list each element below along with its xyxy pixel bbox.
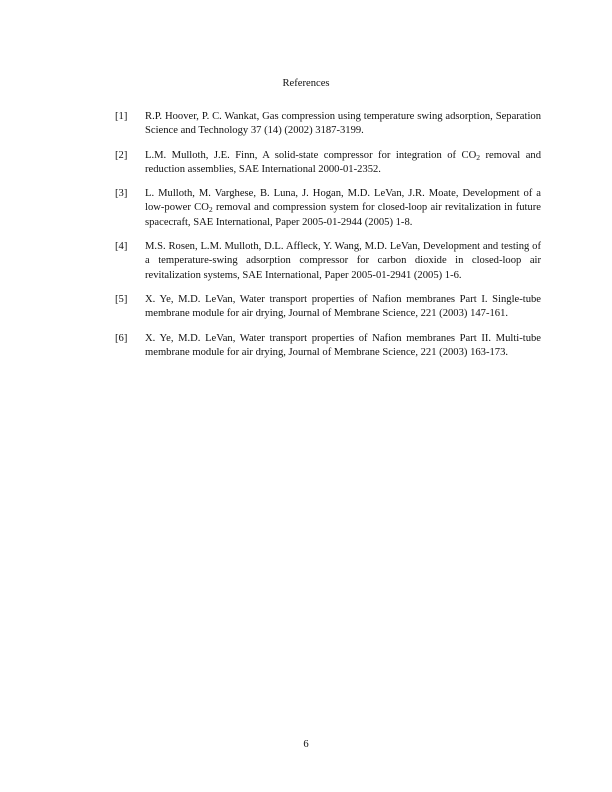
reference-text-part: L. Mulloth, M. Varghese, B. Luna, J. Hogan, M.D. LeVan, J.R. Moate, Development of a low-power CO xyxy=(145,188,541,214)
reference-item-6 xyxy=(115,332,541,361)
reference-number: [1] xyxy=(115,111,128,122)
reference-number: [4] xyxy=(115,241,128,253)
reference-text-part: removal and compression system for closed-loop air revitalization in future spacecraft, SAE International, Paper 2005-01-2944 (2005) 1-8. xyxy=(145,202,541,228)
reference-number: [3] xyxy=(115,188,128,200)
reference-number: [5] xyxy=(115,293,128,305)
reference-item-5 xyxy=(115,293,541,322)
reference-item-4 xyxy=(115,240,541,283)
reference-text: X. Ye, M.D. LeVan, Water transport properties of Nafion membranes Part II. Multi-tube membrane module for air drying, Journal of Membrane Science, 221 (2003) 163-173. xyxy=(145,332,541,358)
reference-list xyxy=(115,110,541,370)
reference-text-part: L.M. Mulloth, J.E. Finn, A solid-state compressor for integration of CO xyxy=(145,149,477,161)
reference-item-3 xyxy=(115,187,541,230)
reference-text xyxy=(145,150,541,175)
reference-text: R.P. Hoover, P. C. Wankat, Gas compression using temperature swing adsorption, Separation Science and Technology 37 (14) (2002) 3187-3199. xyxy=(145,111,541,137)
reference-item-1 xyxy=(115,110,541,139)
reference-number: [6] xyxy=(115,332,128,344)
reference-number: [2] xyxy=(115,149,128,161)
reference-text: M.S. Rosen, L.M. Mulloth, D.L. Affleck, Y. Wang, M.D. LeVan, Development and testing of a temperature-swing adsorption compressor for carbon dioxide in closed-loop air revitalization systems, SAE International, Paper 2005-01-2941 (2005) 1-6. xyxy=(145,241,541,281)
reference-text-part: removal and reduction assemblies, SAE International 2000-01-2352. xyxy=(145,149,541,175)
subscript: 2 xyxy=(476,152,481,162)
page-number: 6 xyxy=(303,739,309,750)
reference-item-2 xyxy=(115,149,541,178)
subscript: 2 xyxy=(208,205,213,215)
reference-text: X. Ye, M.D. LeVan, Water transport properties of Nafion membranes Part I. Single-tube membrane module for air drying, Journal of Membrane Science, 221 (2003) 147-161. xyxy=(145,293,541,320)
references-heading: References xyxy=(282,78,330,89)
reference-text xyxy=(145,188,541,228)
